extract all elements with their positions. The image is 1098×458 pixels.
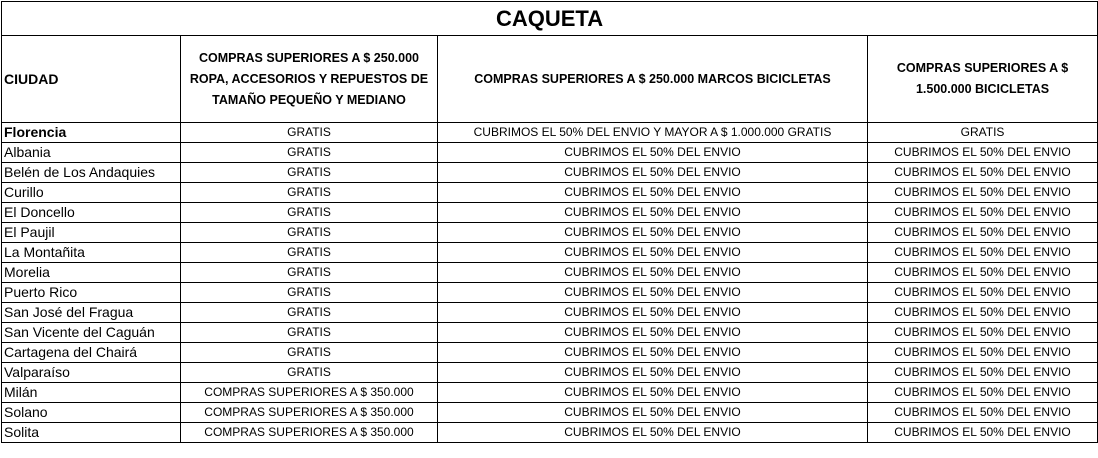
- col1-cell: GRATIS: [181, 223, 438, 243]
- city-cell: Solano: [2, 403, 181, 423]
- col1-cell: GRATIS: [181, 123, 438, 143]
- col1-cell: COMPRAS SUPERIORES A $ 350.000: [181, 403, 438, 423]
- col2-cell: CUBRIMOS EL 50% DEL ENVIO: [438, 303, 868, 323]
- col2-cell: CUBRIMOS EL 50% DEL ENVIO: [438, 203, 868, 223]
- col1-cell: GRATIS: [181, 163, 438, 183]
- col1-cell: GRATIS: [181, 183, 438, 203]
- col2-cell: CUBRIMOS EL 50% DEL ENVIO: [438, 383, 868, 403]
- col3-cell: CUBRIMOS EL 50% DEL ENVIO: [868, 403, 1098, 423]
- table-row: [2, 403, 1098, 423]
- table-row: [2, 143, 1098, 163]
- city-cell: Albania: [2, 143, 181, 163]
- city-cell: Curillo: [2, 183, 181, 203]
- col1-cell: GRATIS: [181, 243, 438, 263]
- city-cell: San Vicente del Caguán: [2, 323, 181, 343]
- header-row: [2, 36, 1098, 123]
- col2-cell: CUBRIMOS EL 50% DEL ENVIO: [438, 343, 868, 363]
- col1-cell: COMPRAS SUPERIORES A $ 350.000: [181, 423, 438, 443]
- col2-cell: CUBRIMOS EL 50% DEL ENVIO Y MAYOR A $ 1.000.000 GRATIS: [438, 123, 868, 143]
- col3-cell: CUBRIMOS EL 50% DEL ENVIO: [868, 303, 1098, 323]
- col3-cell: CUBRIMOS EL 50% DEL ENVIO: [868, 183, 1098, 203]
- col3-cell: CUBRIMOS EL 50% DEL ENVIO: [868, 203, 1098, 223]
- col2-cell: CUBRIMOS EL 50% DEL ENVIO: [438, 223, 868, 243]
- col1-cell: GRATIS: [181, 343, 438, 363]
- col3-cell: CUBRIMOS EL 50% DEL ENVIO: [868, 423, 1098, 443]
- col2-cell: CUBRIMOS EL 50% DEL ENVIO: [438, 143, 868, 163]
- col3-cell: CUBRIMOS EL 50% DEL ENVIO: [868, 383, 1098, 403]
- city-cell: La Montañita: [2, 243, 181, 263]
- table-row: [2, 203, 1098, 223]
- col1-cell: GRATIS: [181, 283, 438, 303]
- col2-cell: CUBRIMOS EL 50% DEL ENVIO: [438, 423, 868, 443]
- col3-cell: CUBRIMOS EL 50% DEL ENVIO: [868, 243, 1098, 263]
- table-row: [2, 283, 1098, 303]
- col2-cell: CUBRIMOS EL 50% DEL ENVIO: [438, 183, 868, 203]
- col3-cell: CUBRIMOS EL 50% DEL ENVIO: [868, 223, 1098, 243]
- header-col1: COMPRAS SUPERIORES A $ 250.000 ROPA, ACCESORIOS Y REPUESTOS DE TAMAÑO PEQUEÑO Y MEDIANO: [181, 36, 438, 123]
- table-row: [2, 303, 1098, 323]
- city-cell: El Doncello: [2, 203, 181, 223]
- col2-cell: CUBRIMOS EL 50% DEL ENVIO: [438, 283, 868, 303]
- header-col2: COMPRAS SUPERIORES A $ 250.000 MARCOS BICICLETAS: [438, 36, 868, 123]
- city-cell: Florencia: [2, 123, 181, 143]
- city-cell: Milán: [2, 383, 181, 403]
- table-row: [2, 363, 1098, 383]
- table-row: [2, 263, 1098, 283]
- col1-cell: GRATIS: [181, 263, 438, 283]
- city-cell: El Paujil: [2, 223, 181, 243]
- city-cell: Cartagena del Chairá: [2, 343, 181, 363]
- table-row: [2, 123, 1098, 143]
- col1-cell: GRATIS: [181, 363, 438, 383]
- table-row: [2, 323, 1098, 343]
- table-row: [2, 423, 1098, 443]
- city-cell: Solita: [2, 423, 181, 443]
- col1-cell: COMPRAS SUPERIORES A $ 350.000: [181, 383, 438, 403]
- header-city: CIUDAD: [2, 36, 181, 123]
- col2-cell: CUBRIMOS EL 50% DEL ENVIO: [438, 243, 868, 263]
- col3-cell: GRATIS: [868, 123, 1098, 143]
- col3-cell: CUBRIMOS EL 50% DEL ENVIO: [868, 143, 1098, 163]
- table-row: [2, 383, 1098, 403]
- city-cell: Belén de Los Andaquies: [2, 163, 181, 183]
- city-cell: San José del Fragua: [2, 303, 181, 323]
- table-row: [2, 223, 1098, 243]
- col1-cell: GRATIS: [181, 203, 438, 223]
- col2-cell: CUBRIMOS EL 50% DEL ENVIO: [438, 363, 868, 383]
- col1-cell: GRATIS: [181, 323, 438, 343]
- header-col3: COMPRAS SUPERIORES A $ 1.500.000 BICICLETAS: [868, 36, 1098, 123]
- col3-cell: CUBRIMOS EL 50% DEL ENVIO: [868, 283, 1098, 303]
- shipping-table: [1, 1, 1098, 443]
- city-cell: Morelia: [2, 263, 181, 283]
- table-row: [2, 243, 1098, 263]
- col3-cell: CUBRIMOS EL 50% DEL ENVIO: [868, 343, 1098, 363]
- table-title: CAQUETA: [2, 2, 1098, 36]
- city-cell: Valparaíso: [2, 363, 181, 383]
- col2-cell: CUBRIMOS EL 50% DEL ENVIO: [438, 323, 868, 343]
- col2-cell: CUBRIMOS EL 50% DEL ENVIO: [438, 263, 868, 283]
- col1-cell: GRATIS: [181, 303, 438, 323]
- city-cell: Puerto Rico: [2, 283, 181, 303]
- col3-cell: CUBRIMOS EL 50% DEL ENVIO: [868, 323, 1098, 343]
- table-row: [2, 343, 1098, 363]
- col3-cell: CUBRIMOS EL 50% DEL ENVIO: [868, 263, 1098, 283]
- table-row: [2, 163, 1098, 183]
- col1-cell: GRATIS: [181, 143, 438, 163]
- col3-cell: CUBRIMOS EL 50% DEL ENVIO: [868, 363, 1098, 383]
- col3-cell: CUBRIMOS EL 50% DEL ENVIO: [868, 163, 1098, 183]
- table-row: [2, 183, 1098, 203]
- col2-cell: CUBRIMOS EL 50% DEL ENVIO: [438, 163, 868, 183]
- col2-cell: CUBRIMOS EL 50% DEL ENVIO: [438, 403, 868, 423]
